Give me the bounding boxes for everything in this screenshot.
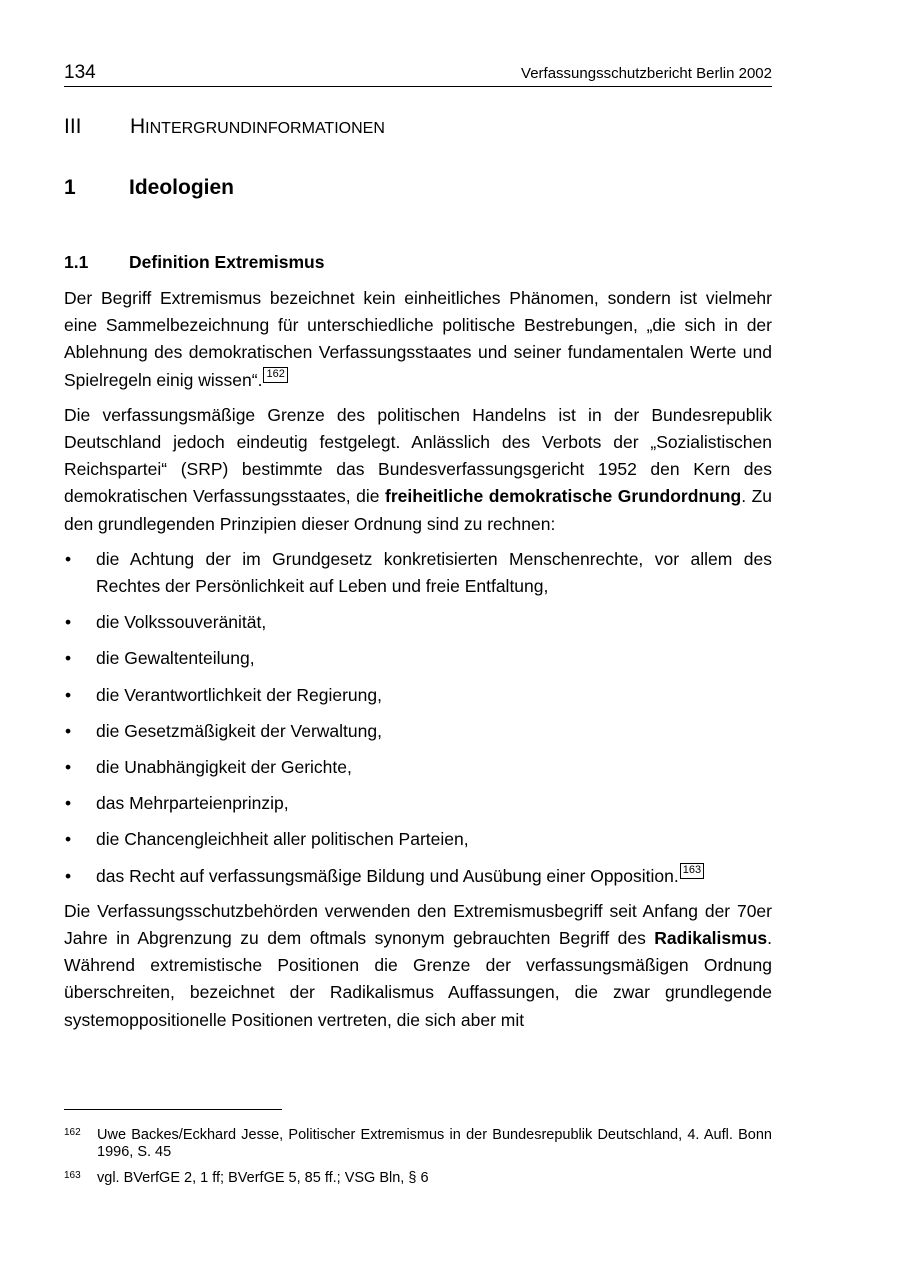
list-item-text: die Volkssouveränität, [96, 612, 267, 633]
bullet-icon: • [65, 684, 72, 705]
list-item-text: die Verantwortlichkeit der Regierung, [96, 684, 382, 705]
list-item [64, 645, 772, 672]
bullet-icon: • [65, 865, 72, 886]
part-number: III [64, 115, 82, 138]
paragraph-fdgo-bold: freiheitliche demokratische Grundordnung [385, 486, 742, 507]
paragraph-definition [64, 285, 772, 394]
footnote-number: 162 [64, 1127, 81, 1138]
chapter-number: 1 [64, 176, 76, 199]
bullet-icon: • [65, 829, 72, 850]
bullet-icon: • [65, 720, 72, 741]
list-item [64, 826, 772, 853]
list-item-text: das Recht auf verfassungsmäßige Bildung und Ausübung einer Opposition. [96, 865, 679, 886]
footnote [64, 1170, 772, 1187]
list-item-text: die Gewaltenteilung, [96, 648, 255, 669]
footnote-ref-163[interactable]: 163 [680, 863, 704, 879]
chapter-title: Ideologien [129, 176, 234, 199]
footnote-text: vgl. BVerfGE 2, 1 ff; BVerfGE 5, 85 ff.; VSG Bln, § 6 [97, 1170, 429, 1186]
footnote [64, 1127, 772, 1161]
list-item-text: die Unabhängigkeit der Gerichte, [96, 757, 352, 778]
part-title-rest: INTERGRUNDINFORMATIONEN [145, 120, 385, 137]
part-title-initial: H [130, 115, 146, 138]
paragraph-fdgo [64, 402, 772, 538]
paragraph-radikalismus-text-2: . Während extremistische Positionen die Grenze der verfassungsmäßigen Ordnung überschreiten, bezeichnet der Radikalismus Auffassungen, die zwar grundlegende systemoppositionelle Positionen vertreten, die sich aber mit [64, 928, 772, 1030]
footnote-divider [64, 1109, 282, 1110]
paragraph-radikalismus-text-1: Die Verfassungsschutzbehörden verwenden den Extremismusbegriff seit Anfang der 70er Jahre in Abgrenzung zu dem oftmals synonym gebrauchten Begriff des [64, 900, 772, 949]
list-item-text: die Achtung der im Grundgesetz konkretisierten Menschenrechte, vor allem des Rechtes der Persönlichkeit auf Leben und freie Entfaltung, [96, 548, 772, 597]
section-title: Definition Extremismus [129, 252, 325, 272]
list-item [64, 863, 772, 890]
section-number: 1.1 [64, 252, 89, 272]
list-item-text: das Mehrparteienprinzip, [96, 793, 289, 814]
bullet-icon: • [65, 612, 72, 633]
paragraph-fdgo-text-1: Die verfassungsmäßige Grenze des politischen Handelns ist in der Bundesrepublik Deutschland jedoch eindeutig festgelegt. Anlässlich des Verbots der „Sozialistischen Reichspartei“ (SRP) bestimmte das Bundesverfassungsgericht 1952 den Kern des demokratischen Verfassungsstaates, die [64, 404, 772, 507]
list-item [64, 718, 772, 745]
list-item [64, 546, 772, 600]
bullet-icon: • [65, 548, 72, 569]
list-item [64, 682, 772, 709]
page-number: 134 [64, 62, 96, 83]
bullet-icon: • [65, 793, 72, 814]
principles-list [64, 546, 772, 890]
body-text [64, 285, 772, 1034]
paragraph-radikalismus [64, 898, 772, 1034]
list-item-text: die Gesetzmäßigkeit der Verwaltung, [96, 720, 382, 741]
footnote-text: Uwe Backes/Eckhard Jesse, Politischer Extremismus in der Bundesrepublik Deutschland, 4. Aufl. Bonn 1996, S. 45 [97, 1127, 772, 1160]
bullet-icon: • [65, 648, 72, 669]
paragraph-definition-text: Der Begriff Extremismus bezeichnet kein einheitliches Phänomen, sondern ist vielmehr eine Sammelbezeichnung für unterschiedliche politische Bestrebungen, „die sich in der Ablehnung des demokratischen Verfassungsstaates und seiner fundamentalen Werte und Spielregeln einig wissen“. [64, 288, 772, 390]
footnote-ref-162[interactable]: 162 [263, 367, 287, 383]
list-item [64, 754, 772, 781]
list-item-text: die Chancengleichheit aller politischen Parteien, [96, 829, 469, 850]
bullet-icon: • [65, 757, 72, 778]
paragraph-radikalismus-bold: Radikalismus [654, 928, 768, 949]
running-title: Verfassungsschutzbericht Berlin 2002 [521, 65, 772, 82]
part-title [130, 115, 385, 139]
running-header [64, 62, 772, 87]
paragraph-fdgo-text-2: . Zu den grundlegenden Prinzipien dieser Ordnung sind zu rechnen: [64, 486, 772, 534]
footnote-number: 163 [64, 1170, 81, 1181]
list-item [64, 609, 772, 636]
footnotes [64, 1127, 772, 1187]
list-item [64, 790, 772, 817]
